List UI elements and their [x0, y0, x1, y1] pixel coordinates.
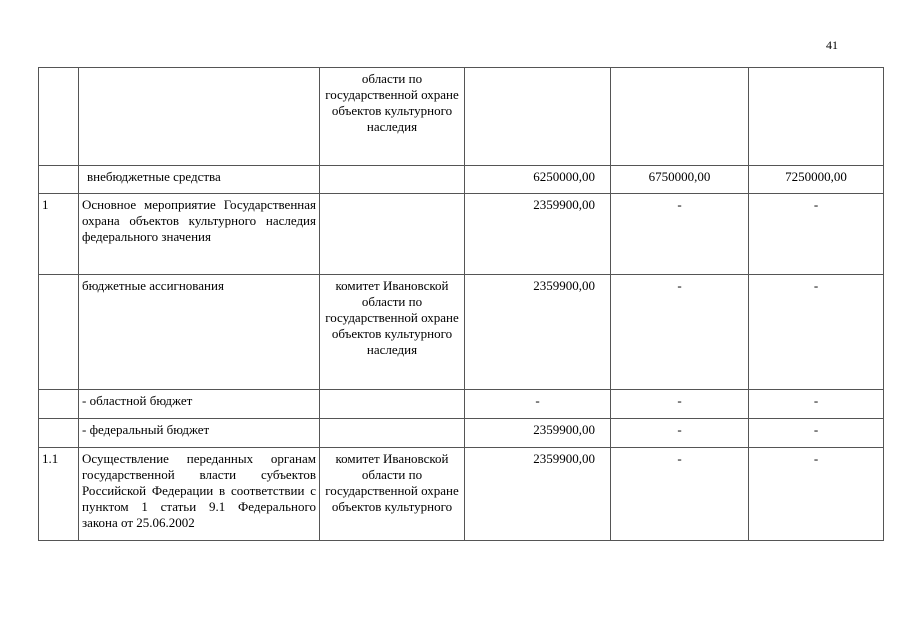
row-number: 1 — [39, 194, 79, 275]
row-value-3 — [749, 68, 884, 166]
row-value-2 — [611, 68, 749, 166]
row-value-2: - — [611, 390, 749, 419]
row-name: бюджетные ассигнования — [79, 275, 320, 390]
row-value-3: - — [749, 448, 884, 541]
row-value-1: - — [465, 390, 611, 419]
row-number — [39, 68, 79, 166]
row-number — [39, 275, 79, 390]
row-name: - федеральный бюджет — [79, 419, 320, 448]
row-value-3: - — [749, 390, 884, 419]
row-value-3: 7250000,00 — [749, 166, 884, 194]
budget-table — [38, 67, 884, 541]
row-name: Основное мероприятие Государственная охрана объектов культурного наследия федерального значения — [79, 194, 320, 275]
row-value-3: - — [749, 194, 884, 275]
row-value-2: - — [611, 448, 749, 541]
row-value-1: 2359900,00 — [465, 275, 611, 390]
row-number — [39, 390, 79, 419]
row-value-2: - — [611, 275, 749, 390]
table-row — [39, 419, 884, 448]
row-number — [39, 166, 79, 194]
table-row — [39, 166, 884, 194]
row-organization — [320, 166, 465, 194]
table-row — [39, 194, 884, 275]
table-row — [39, 390, 884, 419]
row-value-1 — [465, 68, 611, 166]
row-value-1: 2359900,00 — [465, 419, 611, 448]
row-value-2: - — [611, 194, 749, 275]
row-number: 1.1 — [39, 448, 79, 541]
row-value-2: 6750000,00 — [611, 166, 749, 194]
row-name: внебюджетные средства — [79, 166, 320, 194]
row-organization — [320, 194, 465, 275]
page-number: 41 — [826, 38, 838, 52]
row-value-3: - — [749, 419, 884, 448]
row-value-3: - — [749, 275, 884, 390]
row-name — [79, 68, 320, 166]
row-value-1: 2359900,00 — [465, 194, 611, 275]
table-row — [39, 68, 884, 166]
row-organization — [320, 419, 465, 448]
row-name: - областной бюджет — [79, 390, 320, 419]
row-value-1: 2359900,00 — [465, 448, 611, 541]
row-organization: комитет Ивановской области по государственной охране объектов культурного — [320, 448, 465, 541]
table-row — [39, 448, 884, 541]
row-value-1: 6250000,00 — [465, 166, 611, 194]
row-value-2: - — [611, 419, 749, 448]
row-number — [39, 419, 79, 448]
row-organization — [320, 390, 465, 419]
row-name: Осуществление переданных органам государственной власти субъектов Российской Федерации в соответствии с пунктом 1 статьи 9.1 Федерального закона от 25.06.2002 — [79, 448, 320, 541]
row-organization: области по государственной охране объектов культурного наследия — [320, 68, 465, 166]
table-row — [39, 275, 884, 390]
row-organization: комитет Ивановской области по государственной охране объектов культурного наследия — [320, 275, 465, 390]
